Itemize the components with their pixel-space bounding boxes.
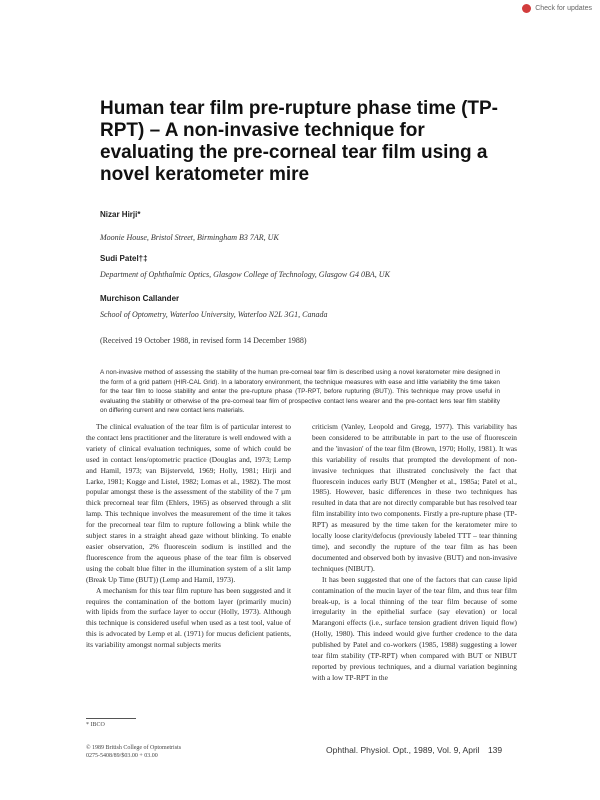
body-column-left (86, 422, 291, 651)
crossmark-icon (522, 4, 531, 13)
body-paragraph: criticism (Vanley, Leopold and Gregg, 1977). This variability has been considered to be attributable in part to the use of fluorescein and the 'invasion' of the tear film (Brown, 1970; Holly, 1981). It was this variability of results that prompted the development of non-invasive techniques that illustrated conclusively the fact that fluorescein induces early BUT (Mengher et al., 1985a; Patel et al., 1985). However, basic differences in these two techniques has resulted in data that are not directly comparable but has resolved tear film instability into two components. Firstly a pre-rupture phase (TP-RPT) as measured by the time taken for the keratometer mire to locally loose clarity/defocus (previously labeled TTT – tear thinning time), and secondly the rupture of the tear film as has been documented and observed both by invasive (BUT) and non-invasive techniques (NIBUT). (312, 422, 517, 573)
body-paragraph: It has been suggested that one of the factors that can cause lipid contamination of the mucin layer of the tear film, and thus tear film break-up, is a local thinning of the tear film because of some irregularity in the epithelial surface (say elevation) or local Marangoni effects (i.e., surface tension gradient driven liquid flow) (Holly, 1980). This indeed would give further credence to the data published by Patel and co-workers (1985, 1988) suggesting a lower tear film stability (TP-RPT) when compared with BUT or NIBUT reported by previous techniques, and a diurnal variation beginning with a low TP-RPT in the (312, 574, 517, 682)
author-name: Murchison Callander (100, 294, 180, 303)
copyright-line: © 1989 British College of Optometrists (86, 745, 182, 751)
author-affiliation: School of Optometry, Waterloo University, Waterloo N2L 3G1, Canada (100, 310, 328, 319)
journal-footer (326, 745, 502, 755)
issn-line: 0275-5408/89/$03.00 + 03.00 (86, 753, 158, 759)
check-for-updates-badge[interactable] (522, 4, 592, 13)
paper-title: Human tear film pre-rupture phase time (TP-RPT) – A non-invasive technique for evaluating the pre-corneal tear film using a novel keratometer mire (100, 98, 499, 185)
author-affiliation: Department of Ophthalmic Optics, Glasgow College of Technology, Glasgow G4 0BA, UK (100, 270, 390, 279)
footnote-divider (86, 718, 136, 719)
received-dates: (Received 19 October 1988, in revised form 14 December 1988) (100, 336, 307, 345)
author-name: Nizar Hirji* (100, 210, 141, 219)
journal-reference: Ophthal. Physiol. Opt., 1989, Vol. 9, April (326, 745, 480, 755)
page-number: 139 (487, 745, 503, 755)
author-name: Sudi Patel†‡ (100, 254, 148, 263)
check-for-updates-label: Check for updates (535, 5, 592, 12)
body-paragraph: A mechanism for this tear film rupture has been suggested and it requires the contamination of the bottom layer (primarily mucin) with lipids from the surface layer to occur (Holly, 1973). Although this technique is considered useful when used as a test tool, value of this is advocated by Lemp et al. (1971) for mucus deficient patients, its variability amongst normal subjects merits (86, 585, 291, 650)
copyright-block (86, 744, 181, 760)
body-paragraph: The clinical evaluation of the tear film is of particular interest to the contact lens practitioner and the literature is well endowed with a variety of clinical evaluation techniques, some of which could be used in contact lens/optometric practice (Douglas and, 1973; Lemp and Hamil, 1973; van Bijsterveld, 1969; Holly, 1981; Hirji and Larke, 1981; Kogge and Listel, 1982; Lomas et al., 1982). The most popular amongst these is the assessment of the stability of the 7 µm thick precorneal tear film (Ehlers, 1965) as observed through a slit lamp. This technique involves the measurement of the time it takes for the precorneal tear film to rupture following a blink while the subject stares in a straight ahead gaze without blinking. To enable easier observation, 2% fluorescein sodium is instilled and the fluorescence from the aqueous phase of the tear film is observed using the cobalt blue filter in the illumination system of a slit lamp (Break Up Time (BUT)) (Lemp and Hamil, 1973). (86, 422, 291, 584)
author-affiliation: Moonie House, Bristol Street, Birmingham B3 7AR, UK (100, 233, 279, 242)
body-column-right (312, 422, 517, 684)
abstract: A non-invasive method of assessing the stability of the human pre-corneal tear film is described using a novel keratometer mire designed in the form of a grid pattern (HIR-CAL Grid). In a laboratory environment, the technique measures with ease and little variability the time taken for the tear film to loose stability and enter the pre-rupture phase (TP-RPT, before rupturing (BUT)). This technique may prove useful in evaluating the stability or otherwise of the pre-corneal tear film of prospective contact lens wearer and the pre-contact lens tear film stability on differing current and new contact lens materials. (100, 369, 500, 415)
footnote: * IBCO (86, 722, 105, 728)
